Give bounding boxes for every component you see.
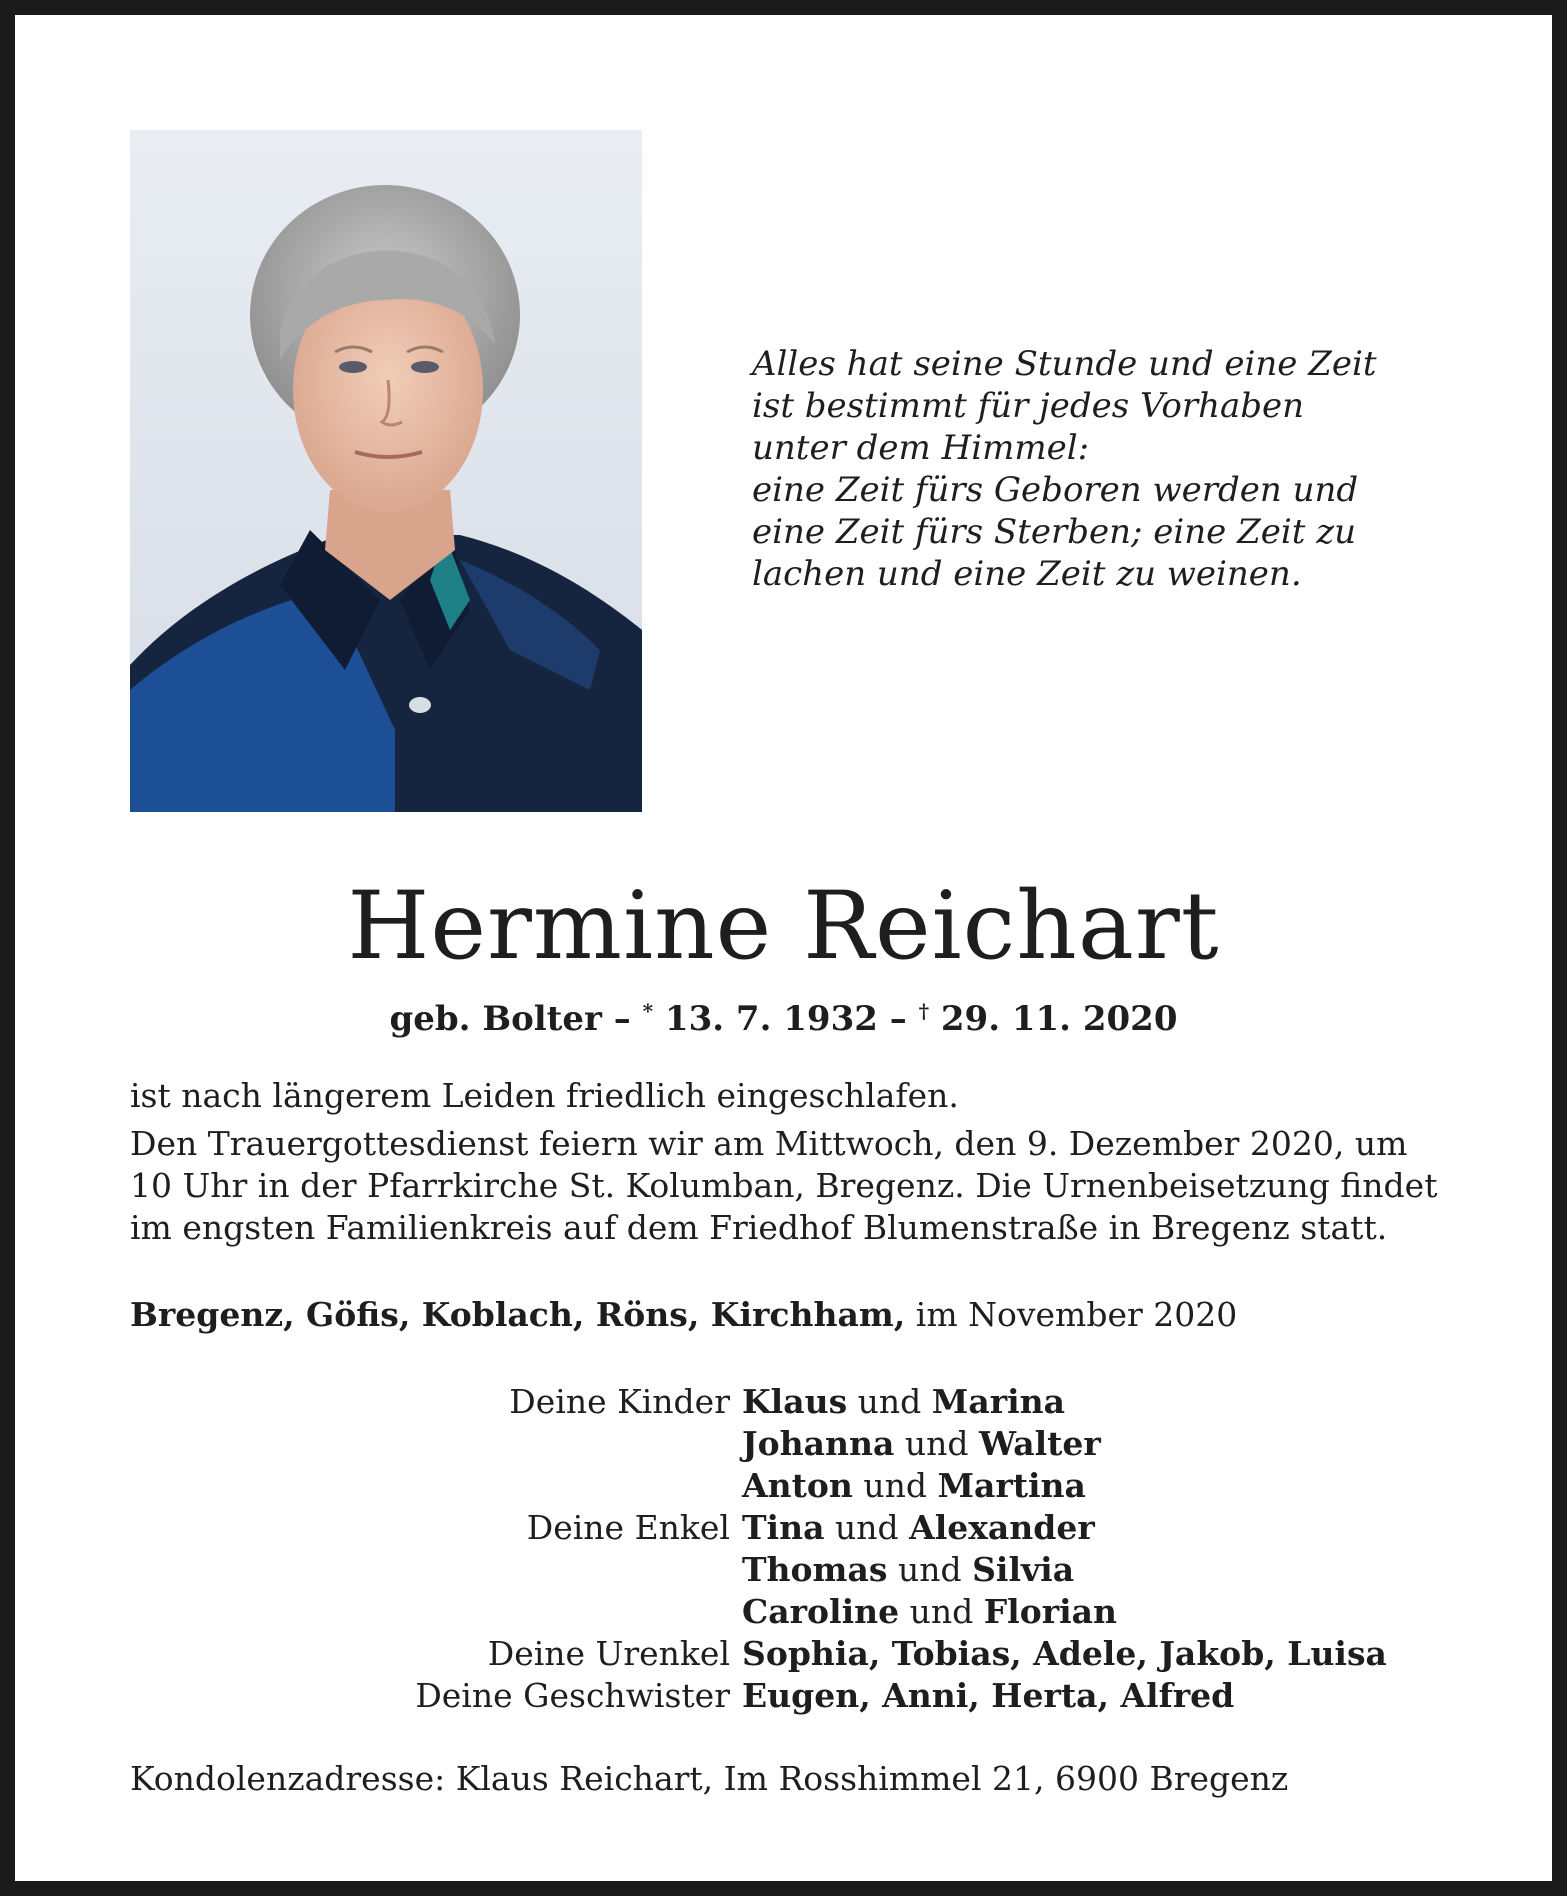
places-line	[130, 1294, 1450, 1336]
family-row	[0, 1591, 1567, 1633]
family-names	[742, 1381, 1065, 1423]
family-member: Florian	[983, 1592, 1118, 1631]
verse-line: Alles hat seine Stunde und eine Zeit	[752, 344, 1377, 384]
family-names	[742, 1549, 1074, 1591]
family-row	[0, 1381, 1567, 1423]
family-label: Deine Urenkel	[487, 1634, 730, 1673]
family-names	[742, 1507, 1095, 1549]
family-member: Alexander	[909, 1508, 1095, 1547]
family-label: Deine Geschwister	[415, 1676, 730, 1715]
family-label	[0, 1591, 742, 1633]
family-list	[0, 1381, 1567, 1717]
dash: –	[601, 999, 643, 1039]
announcement-text	[130, 1075, 1450, 1249]
places-date: im November 2020	[905, 1295, 1238, 1334]
verse-line: lachen und eine Zeit zu weinen.	[752, 554, 1302, 594]
family-row	[0, 1465, 1567, 1507]
family-member: Klaus	[742, 1382, 848, 1421]
family-separator: und	[824, 1508, 910, 1547]
family-member: Johanna	[742, 1424, 895, 1463]
family-member: Marina	[931, 1382, 1066, 1421]
family-member: Eugen, Anni, Herta, Alfred	[742, 1676, 1235, 1715]
family-label	[0, 1465, 742, 1507]
family-member: Tina	[742, 1508, 825, 1547]
portrait-photo	[130, 130, 642, 812]
family-member: Martina	[937, 1466, 1086, 1505]
life-dates	[0, 989, 1567, 1041]
family-separator: und	[887, 1550, 973, 1589]
family-member: Anton	[742, 1466, 853, 1505]
family-names	[742, 1633, 1387, 1675]
verse-line: unter dem Himmel:	[752, 428, 1090, 468]
family-names	[742, 1675, 1234, 1717]
death-date: 29. 11. 2020	[929, 999, 1178, 1039]
death-symbol: †	[918, 999, 930, 1023]
family-row	[0, 1549, 1567, 1591]
verse-line: eine Zeit fürs Sterben; eine Zeit zu	[752, 512, 1356, 552]
family-row	[0, 1507, 1567, 1549]
family-separator: und	[847, 1382, 932, 1421]
birth-date: 13. 7. 1932	[653, 999, 878, 1039]
birth-symbol: *	[642, 999, 654, 1023]
dash: –	[877, 999, 919, 1039]
family-row	[0, 1675, 1567, 1717]
passing-sentence: ist nach längerem Leiden friedlich eingeschlafen.	[130, 1076, 959, 1115]
family-row	[0, 1633, 1567, 1675]
family-names	[742, 1423, 1101, 1465]
family-separator: und	[899, 1592, 984, 1631]
verse-line: eine Zeit fürs Geboren werden und	[752, 470, 1359, 510]
bible-verse	[752, 343, 1472, 595]
service-line: im engsten Familienkreis auf dem Friedhof Blumenstraße in Bregenz statt.	[130, 1208, 1388, 1247]
condolence-address: Kondolenzadresse: Klaus Reichart, Im Rosshimmel 21, 6900 Bregenz	[130, 1759, 1289, 1798]
family-names	[742, 1591, 1117, 1633]
family-member: Silvia	[972, 1550, 1075, 1589]
family-member: Walter	[979, 1424, 1101, 1463]
family-label	[0, 1549, 742, 1591]
family-member: Thomas	[742, 1550, 888, 1589]
maiden-name: geb. Bolter	[389, 999, 602, 1039]
deceased-name: Hermine Reichart	[347, 872, 1220, 981]
family-names	[742, 1465, 1086, 1507]
family-label: Deine Enkel	[526, 1508, 730, 1547]
service-line: Den Trauergottesdienst feiern wir am Mittwoch, den 9. Dezember 2020, um	[130, 1124, 1408, 1163]
family-separator: und	[894, 1424, 979, 1463]
verse-line: ist bestimmt für jedes Vorhaben	[752, 386, 1305, 426]
family-member: Caroline	[742, 1592, 900, 1631]
family-separator: und	[852, 1466, 938, 1505]
family-row	[0, 1423, 1567, 1465]
service-line: 10 Uhr in der Pfarrkirche St. Kolumban, Bregenz. Die Urnenbeisetzung findet	[130, 1166, 1438, 1205]
family-label	[0, 1423, 742, 1465]
places-names: Bregenz, Göfis, Koblach, Röns, Kirchham,	[130, 1295, 906, 1334]
family-label: Deine Kinder	[509, 1382, 730, 1421]
family-member: Sophia, Tobias, Adele, Jakob, Luisa	[742, 1634, 1387, 1673]
